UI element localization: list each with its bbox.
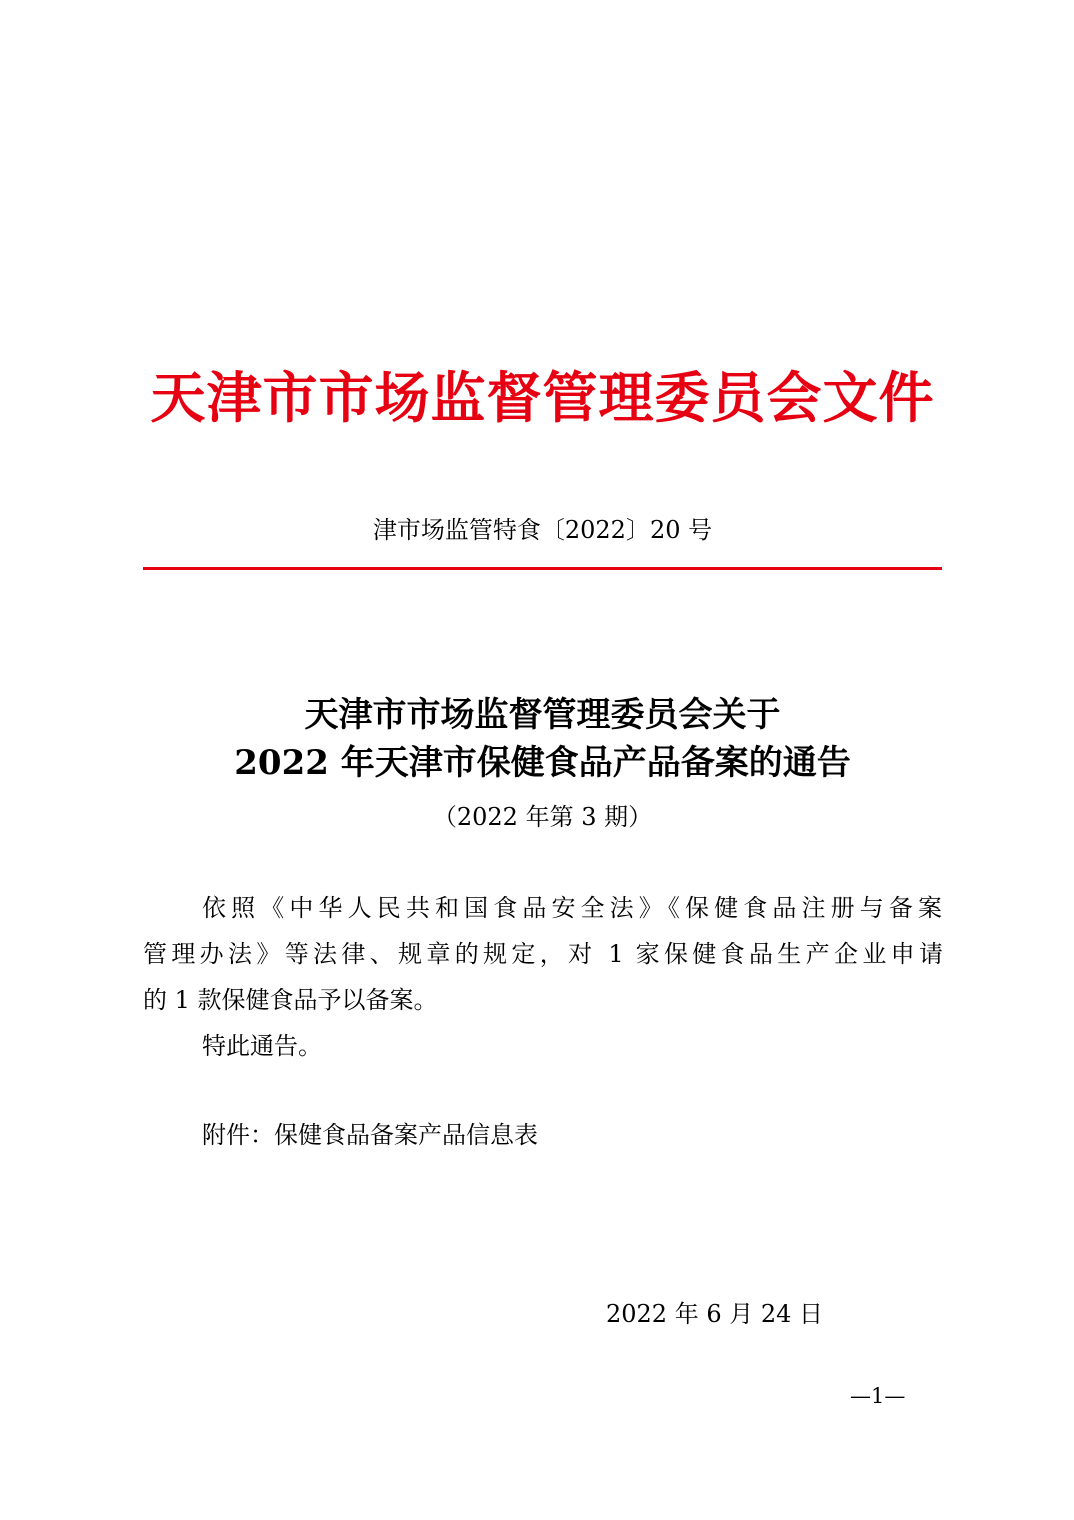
body-paragraph-line-2: 管理办法》等法律、规章的规定，对 1 家保健食品生产企业申请 [143, 940, 943, 968]
body-paragraph-line-3: 的 1 款保健食品予以备案。 [143, 986, 438, 1014]
notice-title-line-2: 2022 年天津市保健食品产品备案的通告 [234, 743, 851, 783]
attachment-note: 附件：保健食品备案产品信息表 [202, 1121, 538, 1149]
page-number: —1— [850, 1384, 906, 1408]
issue-number: （2022 年第 3 期） [432, 803, 653, 831]
red-separator-line [143, 567, 942, 570]
closing-statement: 特此通告。 [202, 1032, 322, 1060]
notice-title-line-1: 天津市市场监督管理委员会关于 [304, 695, 781, 735]
issuing-authority-masthead: 天津市市场监督管理委员会文件 [150, 366, 935, 430]
issue-date: 2022 年 6 月 24 日 [606, 1300, 824, 1328]
document-number: 津市场监管特食〔2022〕20 号 [372, 516, 713, 544]
body-paragraph-line-1: 依照《中华人民共和国食品安全法》《保健食品注册与备案 [202, 894, 942, 922]
